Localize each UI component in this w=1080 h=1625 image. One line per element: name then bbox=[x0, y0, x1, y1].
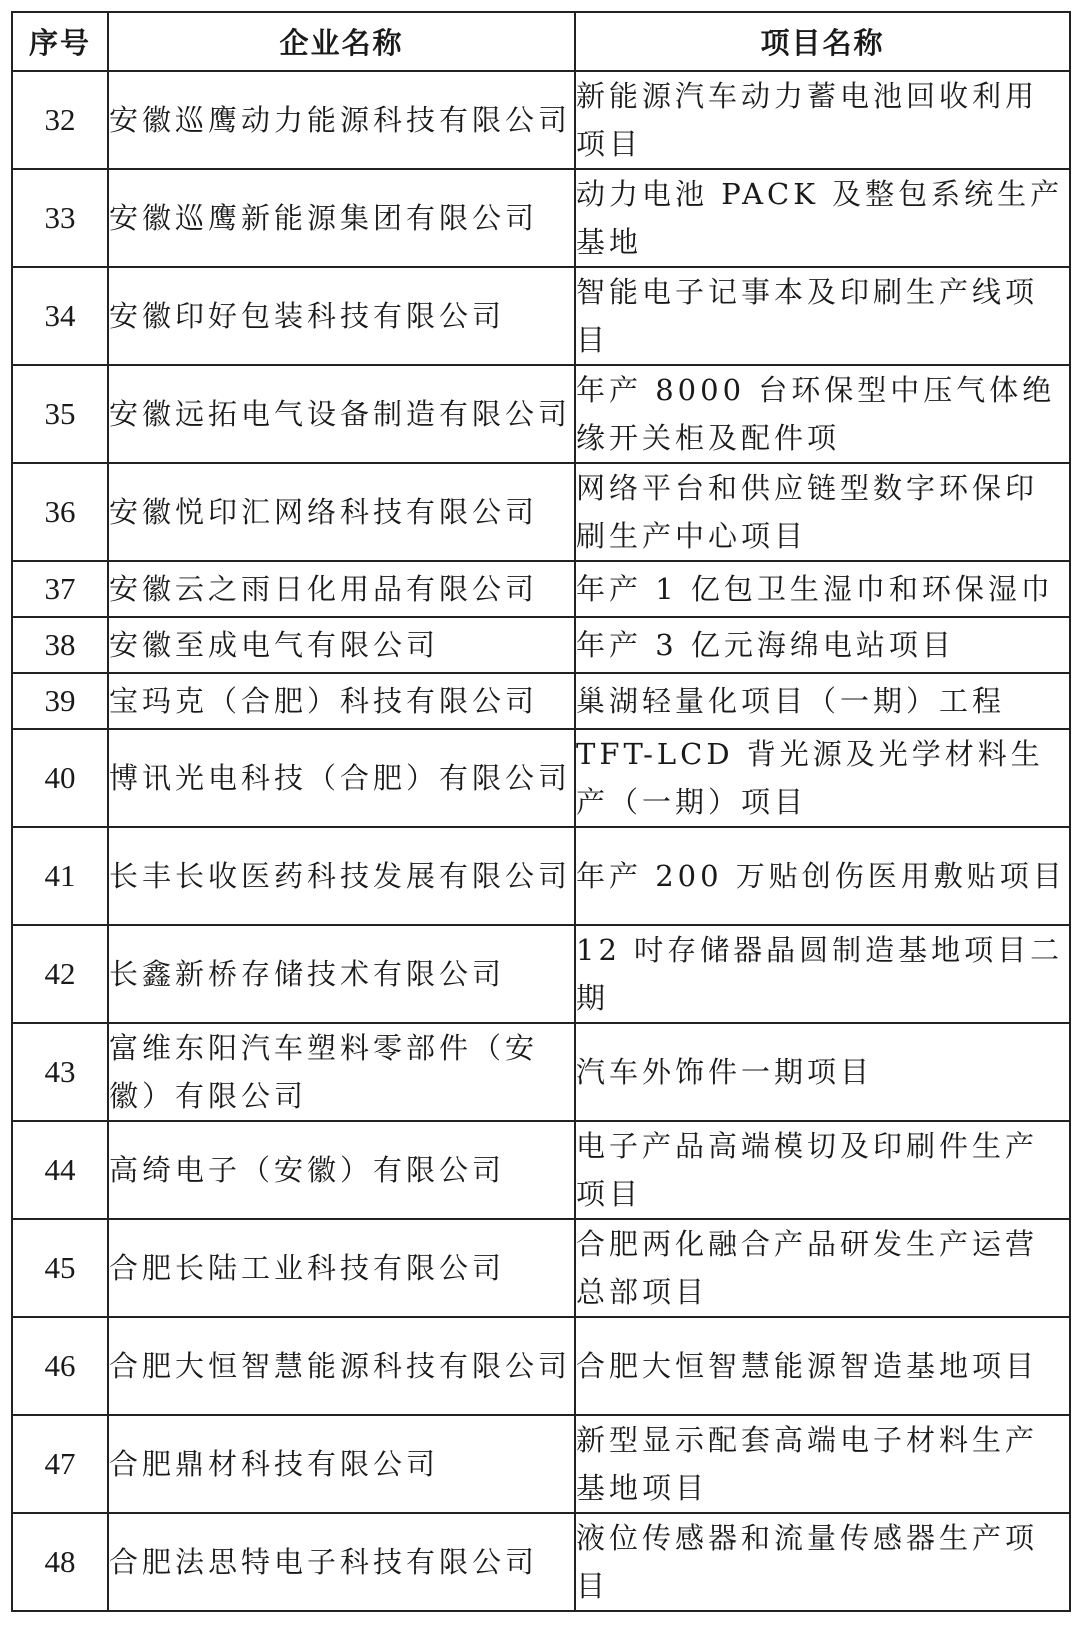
company-name: 长鑫新桥存储技术有限公司 bbox=[108, 925, 575, 1023]
project-name: 年产 8000 台环保型中压气体绝缘开关柜及配件项 bbox=[575, 365, 1070, 463]
table-row bbox=[12, 673, 1070, 729]
header-company: 企业名称 bbox=[108, 12, 575, 71]
table-row bbox=[12, 827, 1070, 925]
project-name: 年产 1 亿包卫生湿巾和环保湿巾 bbox=[575, 561, 1070, 617]
row-index: 39 bbox=[12, 673, 108, 729]
company-name: 高绮电子（安徽）有限公司 bbox=[108, 1121, 575, 1219]
company-project-table bbox=[11, 11, 1071, 1612]
row-index: 34 bbox=[12, 267, 108, 365]
company-name: 博讯光电科技（合肥）有限公司 bbox=[108, 729, 575, 827]
company-name: 安徽悦印汇网络科技有限公司 bbox=[108, 463, 575, 561]
header-row bbox=[12, 12, 1070, 71]
project-name: 液位传感器和流量传感器生产项目 bbox=[575, 1513, 1070, 1611]
table-row bbox=[12, 267, 1070, 365]
row-index: 35 bbox=[12, 365, 108, 463]
row-index: 44 bbox=[12, 1121, 108, 1219]
header-project: 项目名称 bbox=[575, 12, 1070, 71]
project-name: 智能电子记事本及印刷生产线项目 bbox=[575, 267, 1070, 365]
company-name: 安徽至成电气有限公司 bbox=[108, 617, 575, 673]
table-row bbox=[12, 561, 1070, 617]
table-row bbox=[12, 365, 1070, 463]
project-name: 新型显示配套高端电子材料生产基地项目 bbox=[575, 1415, 1070, 1513]
table-row bbox=[12, 617, 1070, 673]
project-name: 合肥大恒智慧能源智造基地项目 bbox=[575, 1317, 1070, 1415]
company-name: 合肥法思特电子科技有限公司 bbox=[108, 1513, 575, 1611]
row-index: 45 bbox=[12, 1219, 108, 1317]
company-name: 安徽巡鹰动力能源科技有限公司 bbox=[108, 71, 575, 169]
table-row bbox=[12, 169, 1070, 267]
company-name: 安徽远拓电气设备制造有限公司 bbox=[108, 365, 575, 463]
project-name: 新能源汽车动力蓄电池回收利用项目 bbox=[575, 71, 1070, 169]
table-row bbox=[12, 71, 1070, 169]
row-index: 40 bbox=[12, 729, 108, 827]
project-name: 年产 200 万贴创伤医用敷贴项目 bbox=[575, 827, 1070, 925]
row-index: 36 bbox=[12, 463, 108, 561]
project-name: 电子产品高端模切及印刷件生产项目 bbox=[575, 1121, 1070, 1219]
table-row bbox=[12, 1317, 1070, 1415]
table-body bbox=[12, 71, 1070, 1611]
table-row bbox=[12, 1023, 1070, 1121]
row-index: 46 bbox=[12, 1317, 108, 1415]
row-index: 48 bbox=[12, 1513, 108, 1611]
table-row bbox=[12, 463, 1070, 561]
table-row bbox=[12, 1513, 1070, 1611]
header-index: 序号 bbox=[12, 12, 108, 71]
company-name: 安徽印好包装科技有限公司 bbox=[108, 267, 575, 365]
company-name: 合肥鼎材科技有限公司 bbox=[108, 1415, 575, 1513]
row-index: 43 bbox=[12, 1023, 108, 1121]
company-name: 宝玛克（合肥）科技有限公司 bbox=[108, 673, 575, 729]
project-name: TFT-LCD 背光源及光学材料生产（一期）项目 bbox=[575, 729, 1070, 827]
table-row bbox=[12, 1219, 1070, 1317]
company-name: 安徽巡鹰新能源集团有限公司 bbox=[108, 169, 575, 267]
table-row bbox=[12, 1121, 1070, 1219]
row-index: 33 bbox=[12, 169, 108, 267]
project-name: 年产 3 亿元海绵电站项目 bbox=[575, 617, 1070, 673]
row-index: 42 bbox=[12, 925, 108, 1023]
row-index: 41 bbox=[12, 827, 108, 925]
company-name: 安徽云之雨日化用品有限公司 bbox=[108, 561, 575, 617]
table-row bbox=[12, 729, 1070, 827]
project-name: 网络平台和供应链型数字环保印刷生产中心项目 bbox=[575, 463, 1070, 561]
row-index: 47 bbox=[12, 1415, 108, 1513]
project-name: 汽车外饰件一期项目 bbox=[575, 1023, 1070, 1121]
table-row bbox=[12, 925, 1070, 1023]
project-name: 合肥两化融合产品研发生产运营总部项目 bbox=[575, 1219, 1070, 1317]
table-row bbox=[12, 1415, 1070, 1513]
company-name: 合肥长陆工业科技有限公司 bbox=[108, 1219, 575, 1317]
row-index: 37 bbox=[12, 561, 108, 617]
project-name: 巢湖轻量化项目（一期）工程 bbox=[575, 673, 1070, 729]
table-header bbox=[12, 12, 1070, 71]
row-index: 32 bbox=[12, 71, 108, 169]
company-name: 富维东阳汽车塑料零部件（安徽）有限公司 bbox=[108, 1023, 575, 1121]
project-name: 动力电池 PACK 及整包系统生产基地 bbox=[575, 169, 1070, 267]
company-name: 长丰长收医药科技发展有限公司 bbox=[108, 827, 575, 925]
company-name: 合肥大恒智慧能源科技有限公司 bbox=[108, 1317, 575, 1415]
row-index: 38 bbox=[12, 617, 108, 673]
project-name: 12 吋存储器晶圆制造基地项目二期 bbox=[575, 925, 1070, 1023]
